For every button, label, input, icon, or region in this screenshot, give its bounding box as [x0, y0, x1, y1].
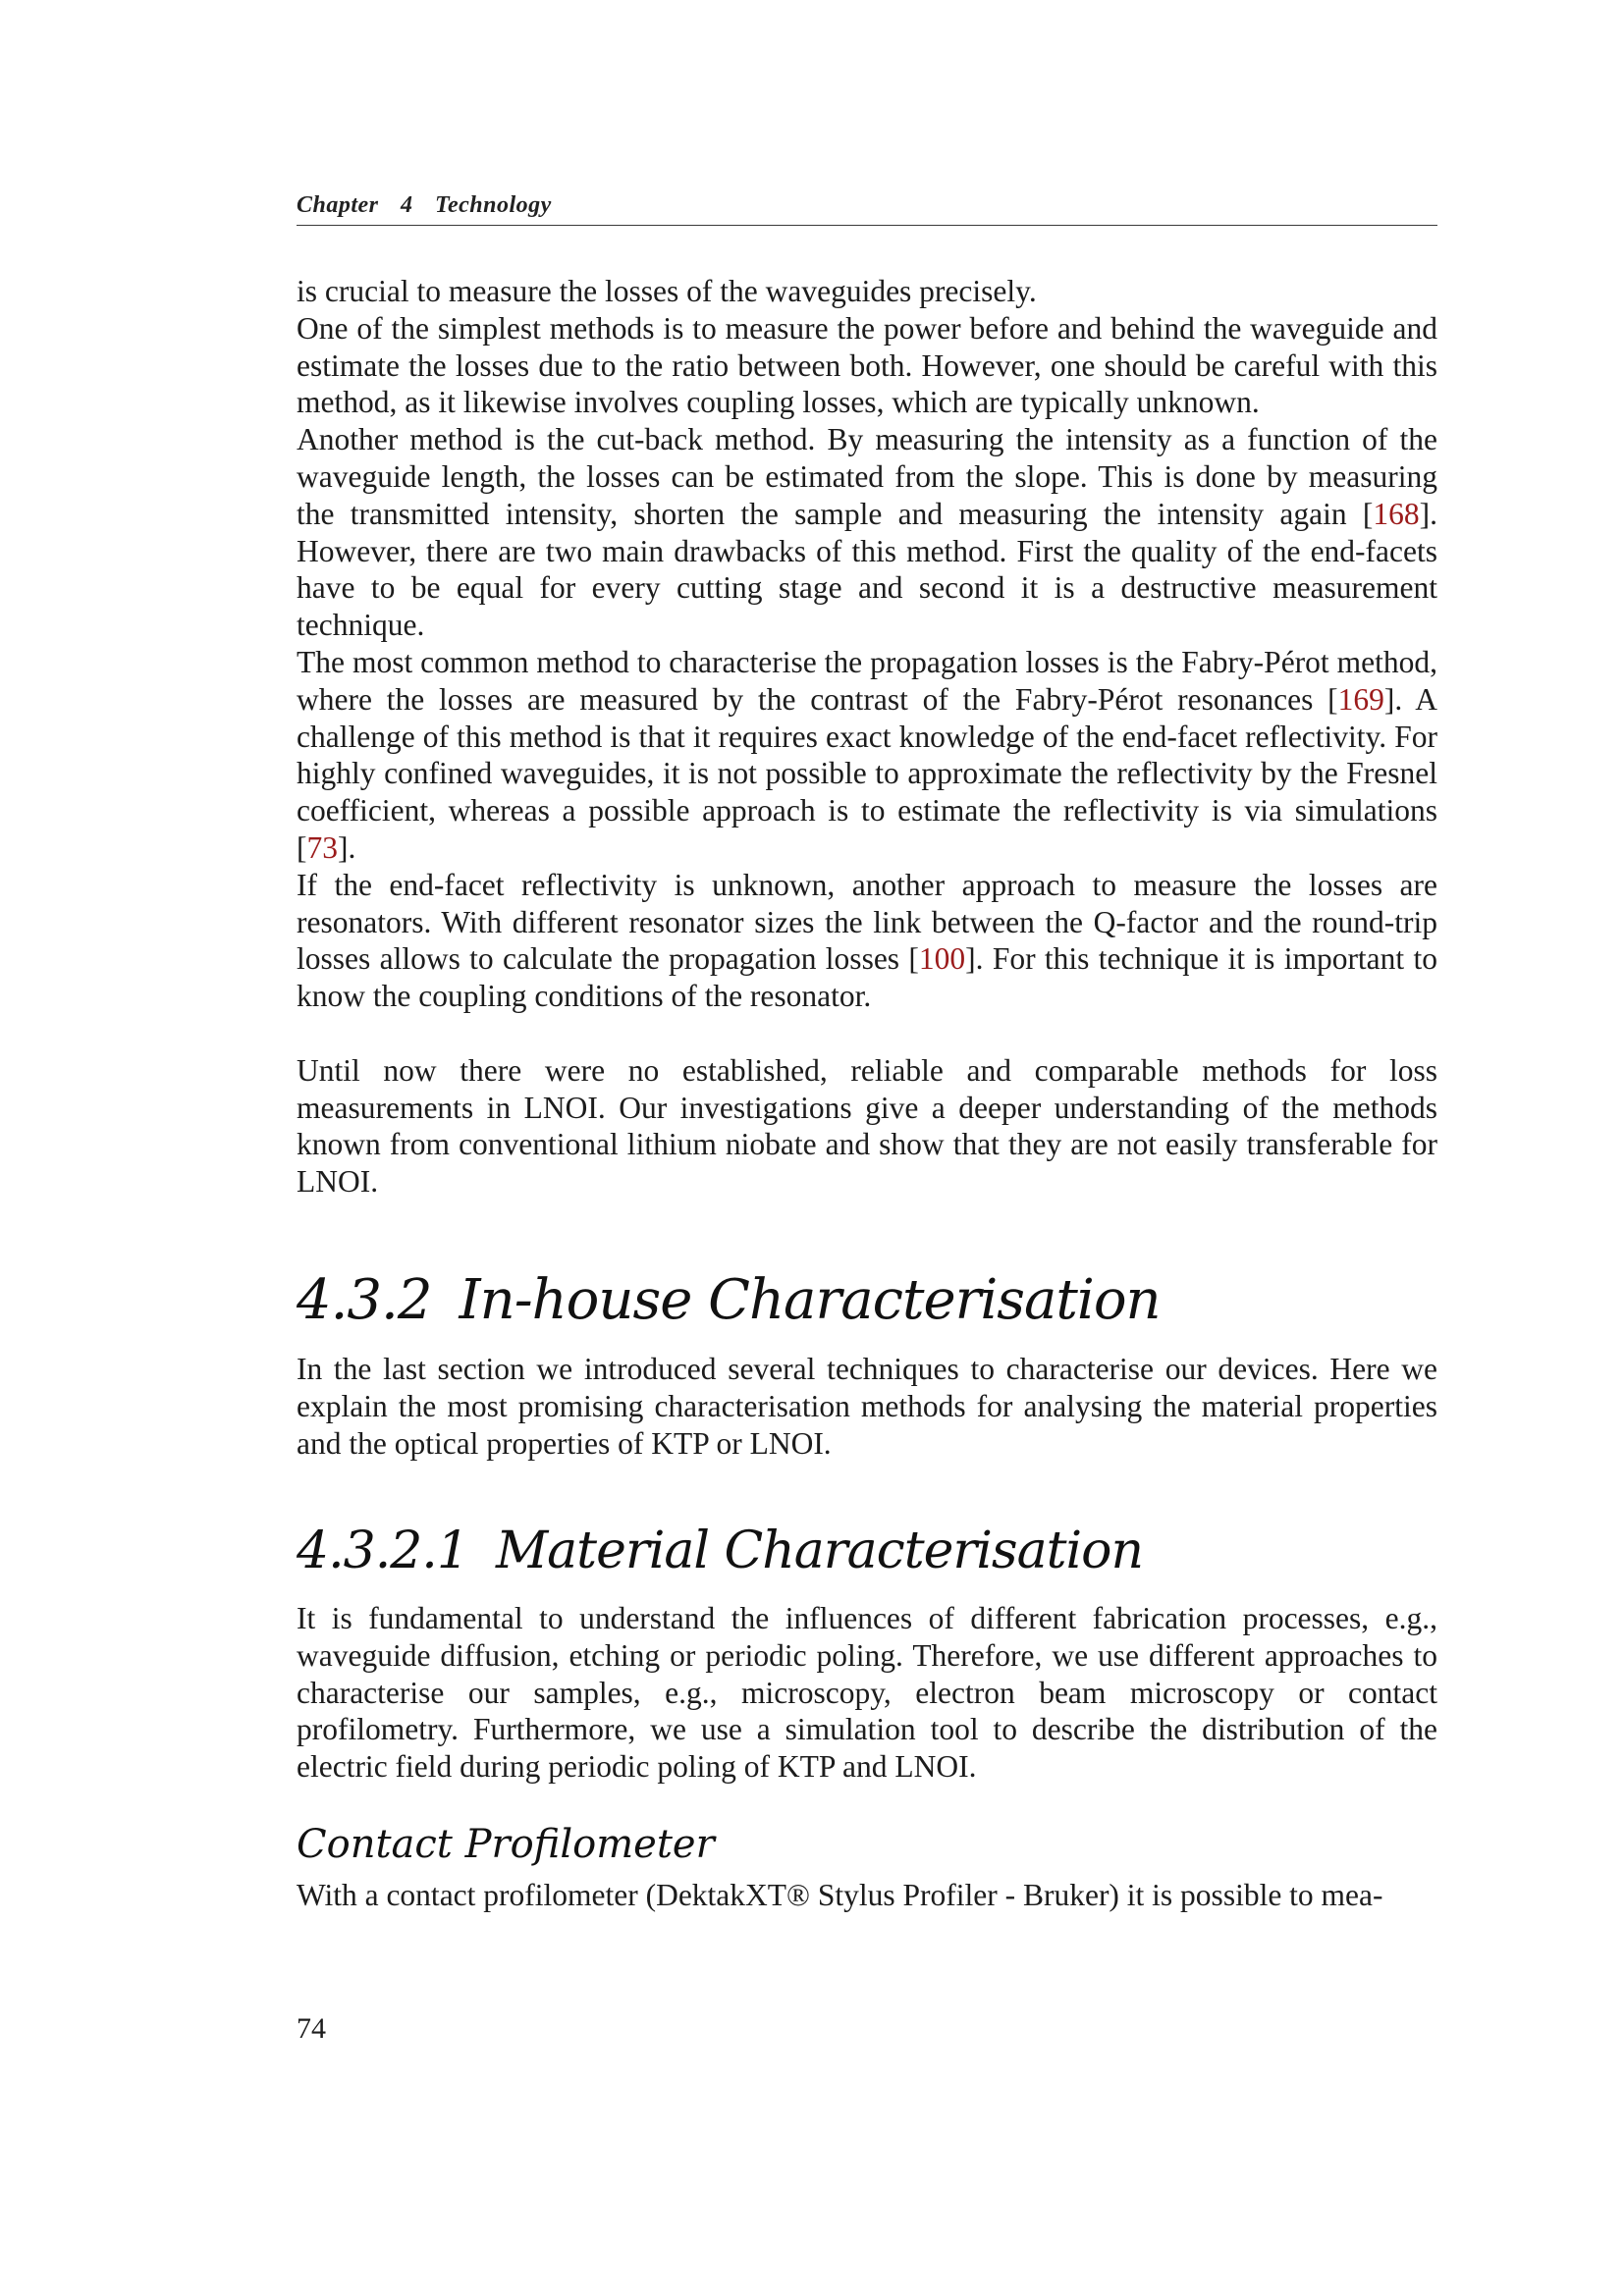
subsection-number: 4.3.2.1 — [297, 1522, 468, 1580]
section-title: In-house Characterisation — [459, 1268, 1161, 1332]
section-number: 4.3.2 — [297, 1268, 432, 1332]
page-number: 74 — [297, 2012, 326, 2045]
header-chapter-title: Technology — [435, 192, 552, 218]
citation-link[interactable]: 168 — [1373, 496, 1420, 531]
paragraph-4: The most common method to characterise the propagation losses is the Fabry-Pérot method, where the losses are measured by the contrast of the Fabry-Pérot resonances [169]. A challenge of this method is that it requires exact knowledge of the end-facet reflectivity. For highly confined waveguides, it is not possible to approximate the reflectivity by the Fresnel coefficient, whereas a possible approach is to estimate the reflectivity is via simulations [73]. — [297, 644, 1438, 865]
paragraph-2: One of the simplest methods is to measure the power before and behind the waveguide and estimate the losses due to the ratio between both. However, one should be careful with this method, as it likewise involves coupling losses, which are typically unknown. — [297, 310, 1437, 420]
subsection-title: Material Characterisation — [495, 1522, 1143, 1580]
paragraph: It is fundamental to understand the influences of different fabrication processes, e.g., waveguide diffusion, etching or periodic poling. Therefore, we use different approaches to characterise our samples, e.g., microscopy, electron beam microscopy or contact profilometry. Furthermore, we use a simulation tool to describe the distribution of the electric field during periodic poling of KTP and LNOI. — [297, 1601, 1437, 1785]
paragraph-heading-contact-profilometer: Contact Profilometer — [297, 1822, 715, 1867]
body-text-top — [297, 273, 1437, 1201]
paragraph-1: is crucial to measure the losses of the waveguides precisely. — [297, 274, 1037, 308]
header-chapter-number: 4 — [401, 192, 413, 218]
citation-link[interactable]: 73 — [306, 829, 338, 865]
subsection-heading-4-3-2-1 — [297, 1522, 1143, 1580]
section-heading-4-3-2 — [297, 1268, 1161, 1332]
contact-profilometer-body — [297, 1877, 1437, 1914]
paragraph-5: If the end-facet reflectivity is unknown, another approach to measure the losses are resonators. With different resonator sizes the link between the Q-factor and the round-trip losses allows to calculate the propagation losses [100]. For this technique it is important to know the coupling conditions of the resonator. — [297, 867, 1437, 1014]
section-4-3-2-1-body — [297, 1600, 1437, 1786]
paragraph-3: Another method is the cut-back method. By measuring the intensity as a function of the waveguide length, the losses can be estimated from the slope. This is done by measuring the transmitted intensity, shorten the sample and measuring the intensity again [168]. However, there are two main drawbacks of this method. First the quality of the end-facets have to be equal for every cutting stage and second it is a destructive measurement technique. — [297, 422, 1437, 643]
citation-link[interactable]: 100 — [918, 941, 966, 977]
citation-link[interactable]: 169 — [1337, 681, 1384, 717]
paragraph: In the last section we introduced several techniques to characterise our devices. Here we explain the most promising characterisation methods for analysing the material properties and the optical properties of KTP or LNOI. — [297, 1352, 1437, 1461]
header-chapter-label: Chapter — [297, 192, 379, 218]
paragraph-6: Until now there were no established, reliable and comparable methods for loss measurements in LNOI. Our investigations give a deeper understanding of the methods known from conventional lithium niobate and show that they are not easily transferable for LNOI. — [297, 1052, 1437, 1200]
running-header — [297, 192, 1437, 226]
paragraph: With a contact profilometer (DektakXT® Stylus Profiler - Bruker) it is possible to mea- — [297, 1878, 1383, 1912]
section-4-3-2-body — [297, 1351, 1437, 1462]
